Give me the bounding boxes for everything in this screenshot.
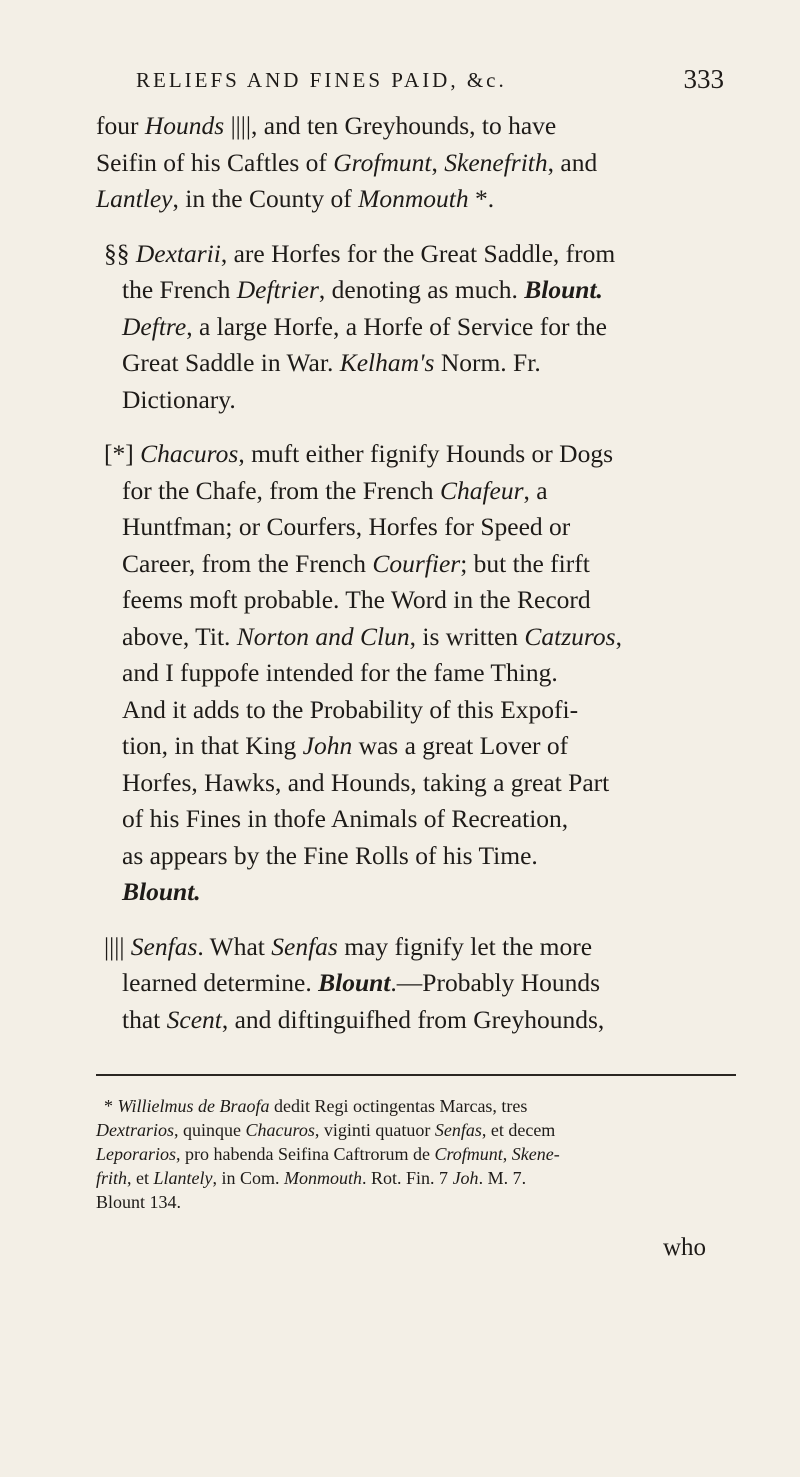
footnote-line: frith, et Llantely, in Com. Monmouth. Rot. Fin. 7 Joh. M. 7. — [96, 1168, 527, 1188]
text-line: above, Tit. Norton and Clun, is written Catzuros, — [122, 621, 622, 651]
text-line: §§ Dextarii, are Horfes for the Great Saddle, from — [104, 238, 616, 268]
text-line: Blount. — [122, 877, 201, 906]
text-line: Seifin of his Caftles of Grofmunt, Skenefrith, and — [96, 147, 598, 177]
paragraph-hounds — [96, 108, 736, 218]
text-line: Lantley, in the County of Monmouth *. — [96, 184, 495, 213]
text-line: Dictionary. — [122, 384, 236, 414]
text-line: Deftre, a large Horfe, a Horfe of Service for the — [122, 311, 607, 341]
text-line: tion, in that King John was a great Lover of — [122, 731, 569, 760]
text-line: and I fuppofe intended for the fame Thing. — [122, 658, 558, 687]
text-line: Horfes, Hawks, and Hounds, taking a great Part — [122, 767, 610, 797]
text-line: Great Saddle in War. Kelham's Norm. Fr. — [122, 348, 541, 377]
text-line: learned determine. Blount.—Probably Hounds — [122, 968, 601, 997]
page-number: 333 — [683, 64, 724, 94]
text-line: that Scent, and diftinguifhed from Greyhounds, — [122, 1004, 605, 1034]
text-line: for the Chafe, from the French Chafeur, a — [122, 475, 548, 505]
text-line: Huntfman; or Courfers, Horfes for Speed or — [122, 512, 571, 541]
text-line: [*] Chacuros, muft either fignify Hounds or Dogs — [104, 439, 613, 468]
footnote-line: * Willielmus de Braofa dedit Regi octingentas Marcas, tres — [104, 1096, 528, 1116]
text-line: the French Deftrier, denoting as much. Blount. — [122, 275, 603, 304]
text-line: |||| Senfas. What Senfas may fignify let the more — [104, 931, 593, 961]
text-line: feems moft probable. The Word in the Record — [122, 585, 591, 614]
footnote-line: Blount 134. — [96, 1192, 182, 1212]
catchword: who — [662, 1234, 706, 1261]
running-title: RELIEFS AND FINES PAID, &c. — [136, 68, 507, 92]
footnote-line: Leporarios, pro habenda Seifina Caftrorum de Crofmunt, Skene- — [96, 1144, 560, 1164]
text-line: Career, from the French Courfier; but the firft — [122, 548, 590, 578]
running-head — [96, 60, 736, 108]
footnote-line: Dextrarios, quinque Chacuros, viginti quatuor Senfas, et decem — [96, 1120, 556, 1140]
note-chacuros — [96, 436, 736, 911]
footnote-rule — [96, 1074, 736, 1076]
note-senfas — [96, 929, 736, 1039]
text-line: four Hounds ||||, and ten Greyhounds, to have — [96, 111, 557, 140]
text-line: of his Fines in thofe Animals of Recreation, — [122, 804, 569, 833]
footnote — [96, 1094, 736, 1214]
text-line: as appears by the Fine Rolls of his Time. — [122, 840, 538, 870]
note-dextarii — [96, 236, 736, 419]
book-page — [96, 60, 736, 1262]
text-line: And it adds to the Probability of this Expofi- — [122, 694, 579, 724]
